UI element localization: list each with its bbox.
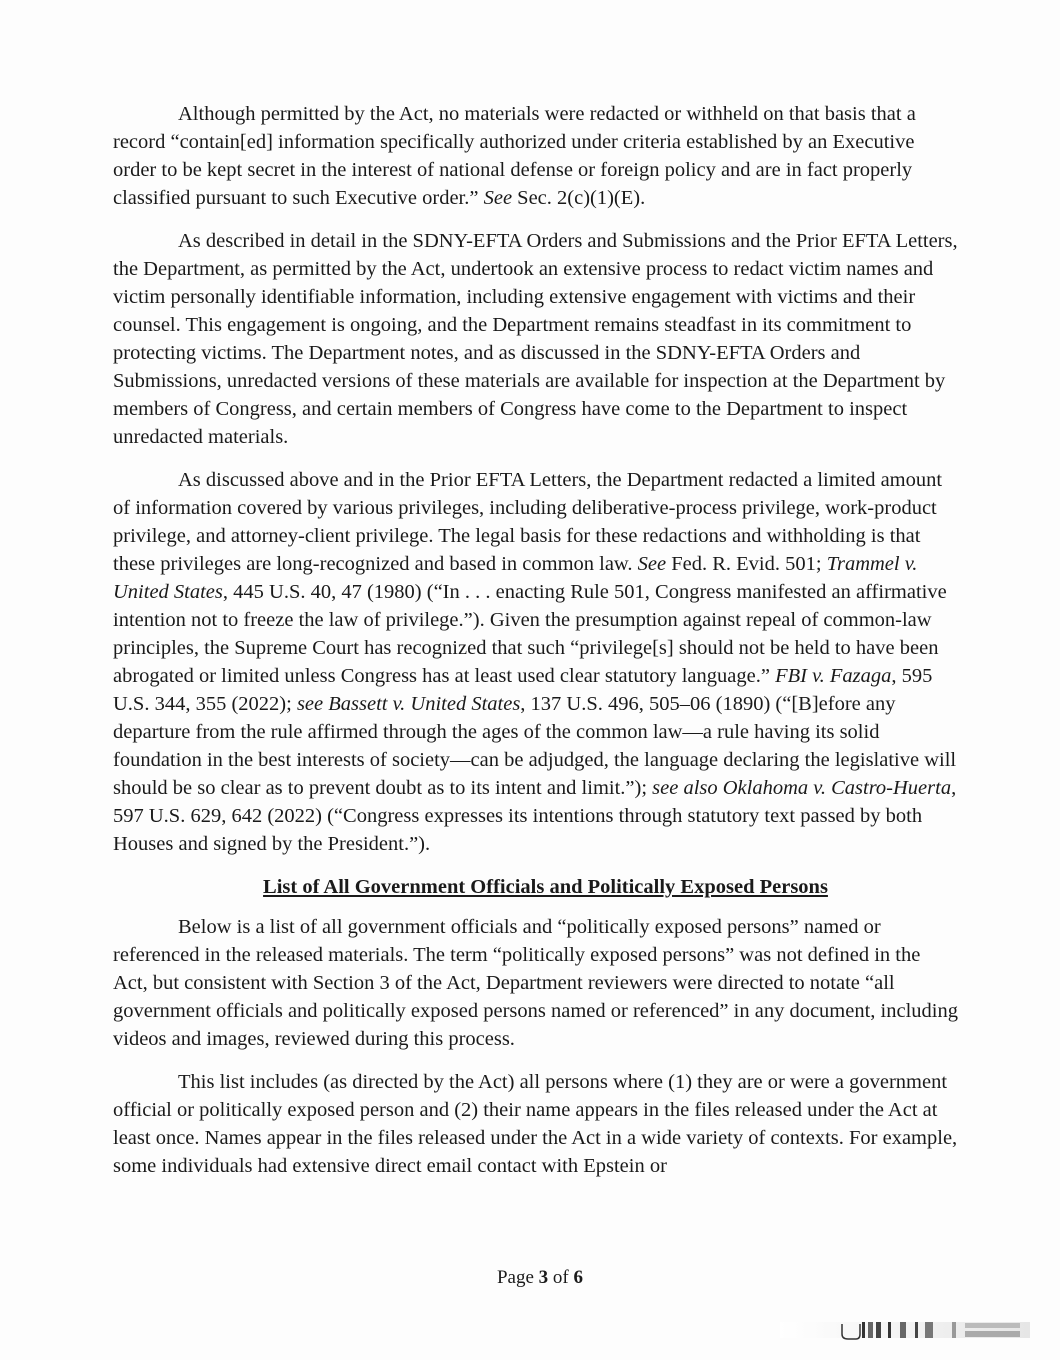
- paragraph-text: Fed. R. Evid. 501;: [666, 553, 827, 575]
- paragraph-text: This list includes (as directed by the Act) all persons where (1) they are or were a government official or politically exposed person and (2) their name appears in the files released under the Act at least once. Names appear in the files released under the Act in a wide variety of contexts. For example, some individuals had extensive direct email contact with Epstein or: [113, 1071, 958, 1177]
- page-number-separator: of: [548, 1267, 574, 1288]
- legal-basis-paragraph: [113, 100, 958, 212]
- document-body: [113, 100, 958, 1195]
- paragraph-text: , 597 U.S. 629, 642 (2022) (“Congress expresses its intentions through statutory text passed by both Houses and signed by the President.”).: [113, 777, 957, 855]
- citation-italic-text: see also Oklahoma v. Castro-Huerta: [652, 777, 952, 799]
- scan-watermark-icon: [780, 1318, 1040, 1342]
- page-number-current: 3: [538, 1267, 549, 1288]
- paragraph-text: As discussed above and in the Prior EFTA Letters, the Department redacted a limited amount of information covered by various privileges, including deliberative-process privilege, work-product privilege, and attorney-client privilege. The legal basis for these redactions and withholding is that these privileges are long-recognized and based in common law.: [113, 469, 943, 575]
- paragraph-text: Although permitted by the Act, no materials were redacted or withheld on that basis that a record “contain[ed] information specifically authorized under criteria established by an Executive order to be kept secret in the interest of national defense or foreign policy and are in fact properly classified pursuant to such Executive order.”: [113, 103, 916, 209]
- paragraph-text: Sec. 2(c)(1)(E).: [512, 187, 646, 209]
- paragraph-group-legal-basis: [113, 100, 958, 858]
- paragraph-text: , 137 U.S. 496, 505–06 (1890) (“[B]efore any departure from the rule affirmed through the ages of the common law—a rule having its solid foundation in the best interests of society—can be adjudged, the language declaring the legislative will should be so clear as to prevent doubt as to its intent and limit.”);: [113, 693, 957, 799]
- officials-list-paragraph: [113, 1068, 958, 1180]
- section-heading: List of All Government Officials and Politically Exposed Persons: [263, 876, 828, 898]
- citation-italic-text: See: [637, 553, 667, 575]
- page-number-total: 6: [573, 1267, 583, 1288]
- page-number-prefix: Page: [496, 1267, 539, 1288]
- citation-italic-text: Trammel v. United States: [113, 553, 918, 603]
- paragraph-text: As described in detail in the SDNY-EFTA Orders and Submissions and the Prior EFTA Letters, the Department, as permitted by the Act, undertook an extensive process to redact victim names and victim personally identifiable information, including extensive engagement with victims and their counsel. This engagement is ongoing, and the Department remains steadfast in its commitment to protecting victims. The Department notes, and as discussed in the SDNY-EFTA Orders and Submissions, unredacted versions of these materials are available for inspection at the Department by members of Congress, and certain members of Congress have come to the Department to inspect unredacted materials.: [113, 230, 958, 448]
- citation-italic-text: See: [483, 187, 513, 209]
- paragraph-text: , 445 U.S. 40, 47 (1980) (“In . . . enacting Rule 501, Congress manifested an affirmative intention not to freeze the law of privilege.”). Given the presumption against repeal of common-law principles, the Supreme Court has recognized that such “privilege[s] should not be held to have been abrogated or limited unless Congress has at least used clear statutory language.”: [113, 581, 947, 687]
- paragraph-text: , 595 U.S. 344, 355 (2022);: [113, 665, 933, 715]
- legal-basis-paragraph: [113, 227, 958, 451]
- citation-italic-text: FBI v. Fazaga: [775, 665, 892, 687]
- paragraph-group-officials-list: [113, 913, 958, 1180]
- legal-basis-paragraph: [113, 466, 958, 858]
- officials-list-paragraph: [113, 913, 958, 1053]
- paragraph-text: Below is a list of all government officials and “politically exposed persons” named or referenced in the released materials. The term “politically exposed persons” was not defined in the Act, but consistent with Section 3 of the Act, Department reviewers were directed to notate “all government officials and politically exposed persons named or referenced” in any document, including videos and images, reviewed during this process.: [113, 916, 958, 1050]
- citation-italic-text: see Bassett v. United States: [296, 693, 521, 715]
- page-footer: [0, 1264, 1060, 1292]
